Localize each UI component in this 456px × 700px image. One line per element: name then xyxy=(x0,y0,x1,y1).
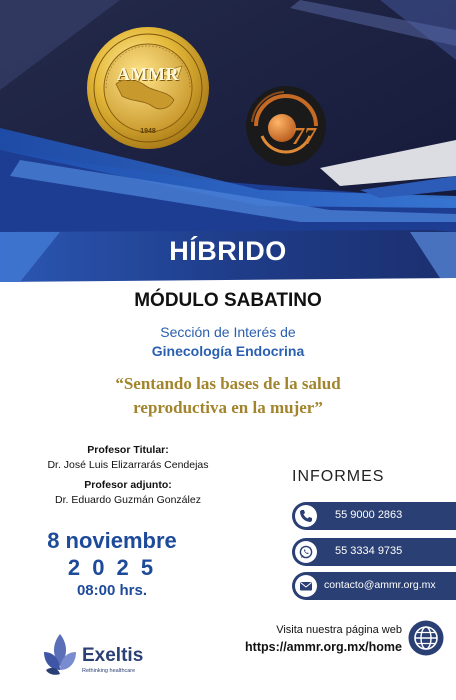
anniversary-logo xyxy=(244,84,328,168)
anniversary-number: 77 xyxy=(292,124,316,150)
banner-title: HÍBRIDO xyxy=(169,236,287,266)
phone-contact[interactable] xyxy=(292,502,456,530)
website-link[interactable]: https://ammr.org.mx/home xyxy=(245,640,402,654)
professor-titular-name: Dr. José Luis Elizarrarás Cendejas xyxy=(47,459,209,471)
section-topic: Ginecología Endocrina xyxy=(151,343,305,359)
event-day: 8 noviembre xyxy=(47,528,177,553)
quote-line-2: reproductiva en la mujer” xyxy=(133,398,323,417)
quote-line-1: “Sentando las bases de la salud xyxy=(115,374,341,393)
module-title: MÓDULO SABATINO xyxy=(134,290,322,311)
seal-year-text: 1948 xyxy=(140,128,156,135)
event-time: 08:00 hrs. xyxy=(76,582,148,599)
exeltis-leaf-icon xyxy=(40,626,80,686)
exeltis-logo xyxy=(40,626,190,686)
seal-brand-text: AMMR xyxy=(117,64,179,84)
section-label: Sección de Interés de xyxy=(160,324,296,340)
ammr-seal xyxy=(86,26,210,150)
mail-icon xyxy=(295,575,317,597)
globe-icon[interactable] xyxy=(408,620,444,656)
whatsapp-contact[interactable] xyxy=(292,538,456,566)
phone-icon xyxy=(295,505,317,527)
phone-number: 55 9000 2863 xyxy=(335,509,403,521)
professor-adjunto-label: Profesor adjunto: xyxy=(84,479,172,491)
professor-adjunto-name: Dr. Eduardo Guzmán González xyxy=(55,494,201,506)
whatsapp-icon xyxy=(295,541,317,563)
event-year: 2 0 2 5 xyxy=(67,555,157,580)
informes-title: INFORMES xyxy=(292,468,385,485)
website-label: Visita nuestra página web xyxy=(276,624,402,636)
exeltis-name: Exeltis xyxy=(82,645,144,666)
exeltis-tagline: Rethinking healthcare xyxy=(82,668,136,674)
whatsapp-number: 55 3334 9735 xyxy=(335,545,403,557)
email-address: contacto@ammr.org.mx xyxy=(324,579,436,591)
professor-titular-label: Profesor Titular: xyxy=(87,444,169,456)
email-contact[interactable] xyxy=(292,572,456,600)
